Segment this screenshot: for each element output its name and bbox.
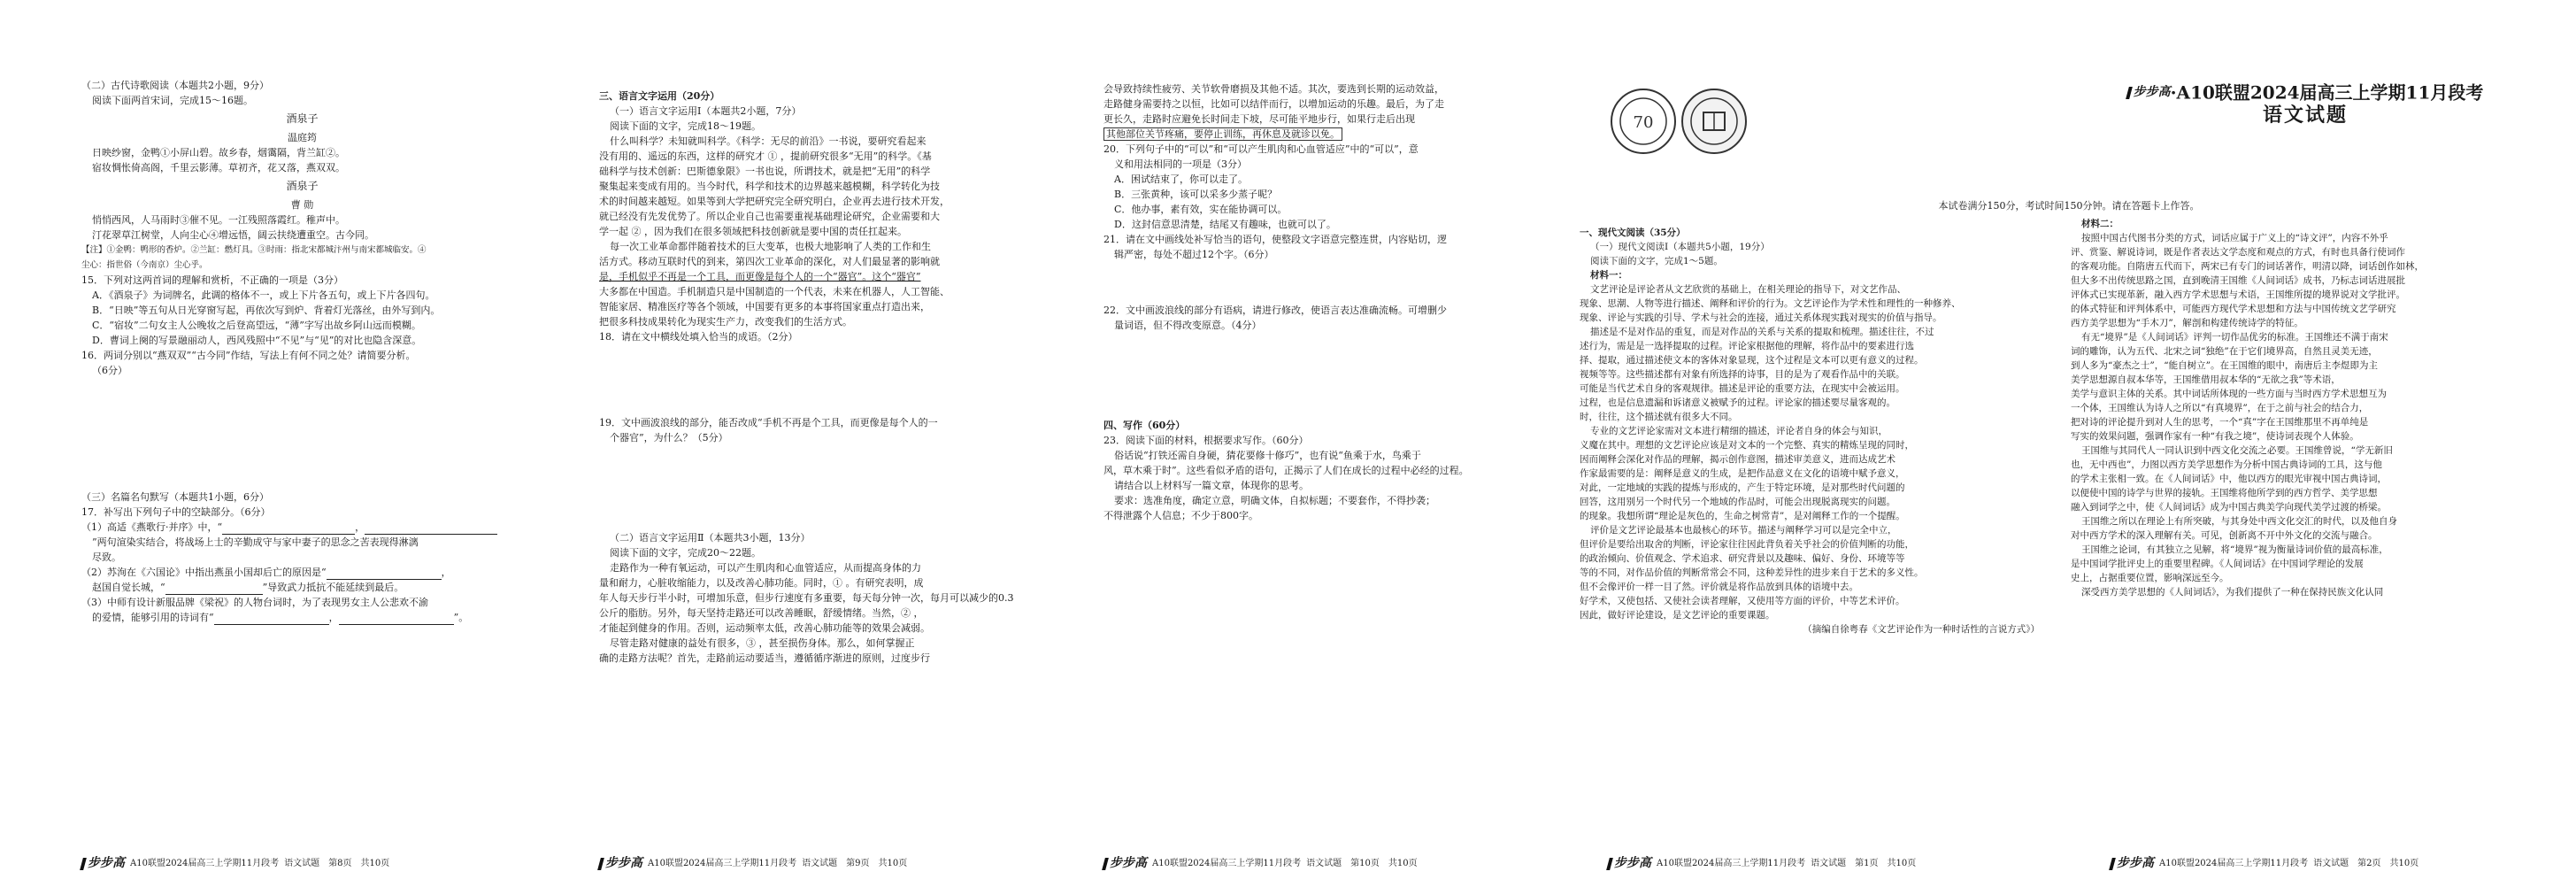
body-line: 美学与意识主体的关系。其中词话所体现的一些方面与当时西方学术思想互为 [2071,389,2387,399]
column-left [1580,226,2040,636]
footnote: 【注】①金鸭：鸭形的香炉。②兰缸：燃灯具。③时雨：指北宋都城汴州与南宋都城临安。④ [81,245,427,255]
seal-emblem-right [1681,89,1747,154]
answer-blank[interactable] [339,613,454,625]
section-heading: （一）语言文字运用Ⅰ（本题共2小题，7分） [610,105,802,117]
fill-text: 尽致。 [92,551,121,563]
answer-blank[interactable] [365,523,497,535]
body-line: 深受西方美学思想的《人间词话》，为我们提供了一种在保持民族文化认同 [2081,587,2384,598]
body-line: 时，往往，这个描述就有很多大不同。 [1580,412,1738,422]
body-line: 回答，这用别另一个时代另一个地域的作品时，可能会出现脱离现实的问题。 [1580,497,1895,507]
body-line: 的学术主张相一致。在《人间词话》中，他以西方的眼光审视中国古典诗词， [2071,474,2387,484]
body-line: 有无“境界”是《人间词话》评判一切作品优劣的标准。王国维还不满于南宋 [2081,332,2388,343]
material-line: 俗话说“打铁还需自身硬，猜花要修十修巧”，也有说“鱼乘于水，鸟乘于 [1114,450,1421,461]
footer-exam: A10联盟2024届高三上学期11月段考 [2159,859,2309,868]
seal-emblem-left [1611,89,1676,154]
column-right [2071,217,2549,599]
passage-line: 大多都在中国造。手机制造只是中国制造的一个代表，未来在机器人，人工智能、 [599,286,950,297]
passage-line: 每一次工业革命都伴随着技术的巨大变革，也极大地影响了人类的工作和生 [610,241,931,252]
page-number: 语文试题 第2页 共10页 [2313,859,2419,868]
instruction: 阅读下面的文字，完成20～22题。 [610,547,761,559]
body-line: 的政治倾向、价值观念、学术追求、研究背景以及趣味、偏好、身份、环境等等 [1580,553,1905,564]
poem-line: 宿妆惆怅倚高阁，千里云影薄。草初齐，花又落，燕双双。 [92,162,345,174]
body-line: 述行为，需是是一选择提取的过程。评论家根据他的理解，将作品中的要素进行选 [1580,341,1914,351]
body-line: 好学术，又使包括、又使社会读者理解，又使用等方面的评价，中等艺术评价。 [1580,596,1905,606]
question-23: 23．阅读下面的材料，根据要求写作。（60分） [1103,435,1309,446]
body-line: 也，无中西也”，力图以西方美学思想作为分析中国古典诗词的工具，这与他 [2071,459,2382,470]
body-line: 词的雕饰，认为五代、北宋之词“独绝”在于它们境界高，自然且灵美无迹， [2071,346,2378,357]
poem-line: 悄悄西风，人马雨时③催不见。一江残照落霞红。稚声中。 [92,214,345,226]
fill-text: 的爱情，能够引用的诗词有“ [92,612,214,623]
body-line: 可能是当代艺术自身的客观规律。描述是评论的重要方法，在现实中会被运用。 [1580,383,1905,394]
body-line: 以便使中国的诗学与世界的接轨。王国维将他所学到的西方哲学、美学思想 [2071,488,2378,498]
brand-logo: 步步高 [1103,856,1147,871]
brand-logo: 步步高 [2111,856,2154,871]
question-20-cont: 义和用法相同的一项是（3分） [1114,158,1247,170]
passage-line: 没有用的、遥远的东西，这样的研究才 ① ，提前研究很多“无用”的科学。《基 [599,150,932,162]
body-line: 评体式已实现革新，融入西方学术思想与术语，王国维所提的境界说对文学批评。 [2071,289,2405,300]
body-line: 王国维与其同代人一同认识到中西文化交流之必要。王国维曾说，“学无新旧 [2081,445,2393,456]
instruction: 阅读下面的文字，完成1～5题。 [1590,256,1723,266]
option: D．曹词上阕的写景融丽动人，西风残照中“不见”与“见”的对比也隐含深意。 [92,335,422,346]
body-line: 写实的效果问题，强调作家有一种“有我之境”，使诗词表现个人体验。 [2071,431,2359,442]
source-citation: （摘编自徐粤春《文艺评论作为一种时话性的言说方式》） [1803,624,2040,635]
exam-subject-title: 语文试题 [2262,103,2348,127]
answer-blank[interactable] [327,568,442,580]
page-footer [599,856,1022,871]
material-label: 材料一： [1590,270,1627,281]
question-21-cont: 辑严密，每处不超过12个字。（6分） [1114,249,1274,260]
body-line: 因此，做好评论建设，是文艺评论的重要课题。 [1580,610,1775,621]
poem-title: 酒泉子 [286,180,319,192]
material-line: 不得泄露个人信息；不少于800字。 [1103,510,1258,521]
body-line: 但不会像评价一样一目了然。评价就是将作品放到具体的语境中去。 [1580,582,1858,592]
passage-line: 聚集起来变成有用的。当今时代，科学和技术的边界越来越模糊，科学转化为技 [599,181,940,192]
answer-blank[interactable] [165,583,263,595]
passage-line: 更长久，走路时应避免长时间走下坡，尽可能平地步行，如果行走后出现 [1103,113,1415,125]
brand-logo: 步步高 [2127,85,2171,100]
passage-line: 年人每天步行半小时，可增加乐意，但步行速度有多重要，每天每分钟一次，每月可以减少的0.3 [599,592,1014,604]
fill-text: ”。 [453,612,469,623]
material-label: 材料二： [2081,219,2118,229]
question-21: 21．请在文中画线处补写恰当的语句，使整段文字语意完整连贯，内容贴切，逻 [1103,234,1447,245]
seal-emblem-left-icon [1617,95,1670,148]
passage-line: 走路作为一种有氧运动，可以产生肌肉和心血管适应，从而提高身体的力 [610,562,921,574]
question-22: 22．文中画波浪线的部分有语病，请进行修改，使语言表达准确流畅。可增删少 [1103,305,1447,316]
body-line: 一个体，王国维认为诗人之所以“有真境界”，在于之前与社会的结合力， [2071,403,2369,413]
passage-line: 础科学与技术创新：巴斯德象限》一书也说，所谓技术，就是把“无用”的科学 [599,166,931,177]
question-19-cont: 个器官”，为什么？（5分） [610,432,728,444]
passage-line: 会导致持续性疲劳、关节软骨磨损及其他不适。其次，要选到长期的运动效益， [1103,83,1444,95]
page-footer [1103,856,1526,871]
footer-exam: A10联盟2024届高三上学期11月段考 [648,859,797,868]
passage-line: 尽管走路对健康的益处有很多，③ ，甚至损伤身体。那么，如何掌握正 [610,637,915,649]
passage-line-wavy: 是，手机似乎不再是一个工具，而更像是每个人的一个“器官”。这个“器官” [599,271,921,282]
section-heading: 三、语言文字运用（20分） [599,90,720,102]
question-17: 17．补写出下列句子中的空缺部分。（6分） [81,506,271,518]
material-line: 请结合以上材料写一篇文章，体现你的思考。 [1114,480,1309,491]
poem-author: 曹 勋 [290,199,314,211]
footer-exam: A10联盟2024届高三上学期11月段考 [1657,859,1806,868]
option: B．三张黄种，该可以采多少蒸子呢？ [1114,189,1278,200]
instruction: 阅读下面两首宋词，完成15～16题。 [92,95,253,106]
brand-logo: 步步高 [599,856,642,871]
footer-exam: A10联盟2024届高三上学期11月段考 [1152,859,1302,868]
material-line: 要求：选准角度，确定立意，明确文体，自拟标题；不要套作，不得抄袭； [1114,495,1435,506]
poem-title: 酒泉子 [286,112,319,125]
body-line: 等的不同，对作品价值的判断常常会不同，这种差异性的进步来自于艺术的多义性。 [1580,567,1924,578]
answer-blank[interactable] [222,523,355,535]
body-line: 王国维之论词，有其独立之见解，将“境界”视为衡量诗词价值的最高标准， [2081,544,2388,555]
passage-line: 确的走路方法呢？首先，走路前运动要适当，遵循循序渐进的原则，过度步行 [599,652,930,664]
body-line: 对中西方学术的深入理解有关。可见，创新离不开中外文化的交流与融合。 [2071,530,2378,541]
page-number: 语文试题 第9页 共10页 [802,859,908,868]
body-line: 是中国词学批评史上的重要里程碑。《人间词话》在中国词学理论的发展 [2071,559,2364,569]
body-line: 专业的文艺评论家需对文本进行精细的描述，评论者自身的体会与知识， [1590,426,1888,436]
option: A．《酒泉子》为词牌名，此调的格体不一，或上下片各五句，或上下片各四句。 [92,289,435,301]
body-line: 融入到词学之中，使《人间词话》成为中国古典美学向现代美学过渡的桥梁。 [2071,502,2387,513]
exam-header [2071,81,2540,127]
section-heading: 一、现代文阅读（35分） [1580,228,1686,238]
instruction: 阅读下面的文字，完成18～19题。 [610,120,761,132]
page-number: 语文试题 第1页 共10页 [1811,859,1917,868]
passage-line: 走路健身需要持之以恒，比如可以结伴而行，以增加运动的乐趣。最后，为了走 [1103,98,1444,110]
question-20: 20．下列句子中的“可以”和“可以产生肌肉和心血管适应”中的“可以”，意 [1103,143,1419,155]
body-line: 但评价是要给出取舍的判断，评论家往往因此背负着关乎社会的价值判断的功能， [1580,539,1914,550]
section-heading: （三）名篇名句默写（本题共1小题，6分） [81,491,269,503]
poem-line: 日映纱窗，金鸭①小屏山碧。故乡春，烟霭隔，背兰缸②。 [92,147,345,158]
section-heading: （一）现代文阅读Ⅰ（本题共5小题，19分） [1590,242,1770,252]
poem-line: 汀花翠草江树堂，人向尘心④增远悟，阔云扶绕遭重空。古今同。 [92,229,374,241]
section-heading: （二）语言文字运用Ⅱ（本题共3小题，13分） [610,532,811,544]
page-9 [553,0,1049,887]
fill-text: ”导致武力抵抗不能延续到最后。 [262,582,404,593]
passage-line: 什么叫科学？未知就叫科学。《科学：无尽的前沿》一书说，要研究看起来 [610,135,927,147]
seal-emblem-right-icon [1688,95,1741,148]
body-line: 因而阐释会深化对作品的理解，揭示创作意图，描述审美意义，进而达成艺术 [1580,454,1895,465]
passage-line: 公斤的脂肪。另外，每天坚持走路还可以改善睡眠，舒缓情绪。当然，② ， [599,607,924,619]
body-line: 对此，一定地域的实践的提炼与形成的，产生于特定环境，是对那些时代问题的 [1580,482,1905,493]
page-footer [81,856,518,871]
body-line: 作家最需要的是：阐释是意义的生成，是把作品意义在文化的语境中赋予意义， [1580,468,1905,479]
body-line: 史上，占据重要位置，影响深远至今。 [2071,573,2229,583]
fill-text: （2）苏洵在《六国论》中指出燕虽小国却后亡的原因是“ [81,567,327,578]
body-line: 的现象。我想所谓“理论是灰色的，生命之树常青”，是对阐释工作的一个提醒。 [1580,511,1905,521]
page-10 [1057,0,1553,887]
page-8: （二）古代诗歌阅读（本题共2小题，9分） 阅读下面两首宋词，完成15～16题。 酒泉子 温庭筠 日映纱窗，金鸭①小屏山碧。故乡春，烟霭隔，背兰缸②。 宿妆惆怅倚高阁，千里云影薄。草初齐，花又落，燕双双。 酒泉子 曹 勋 悄悄西风，人马雨时③催不见。一江残照落霞红。稚声中。 汀花翠草江树堂，人向尘心④增远悟，阔云扶绕遭重空。古今同。 【注】①金鸭：鸭形的香炉。②兰缸：燃灯具。③时雨：指北宋都城汴州与南宋都城临安。④ 尘心：指世俗（今南京）尘心乎。 15．下列对这两首词的理解和赏析，不正确的一项是（3分） A．《酒泉子》为词牌名，此调的格体不一，或上下片各五句，或上下片各四句。 B．“日映”等五句从日光穿窗写起，再依次写到炉、背着灯光落丝，由外写到内。 C．“宿妆”二句女主人公晚妆之后登高望远，“薄”字写出故乡阿山远而模糊。 D．曹词上阕的写景融丽动人，西风残照中“不见”与“见”的对比也隐含深意。 16．两词分别以“燕双双”“古今同”作结，写法上有何不同之处？请简要分析。 （6分） （三）名篇名句默写（本题共1小题，6分） 17．补写出下列句子中的空缺部分。（6分） （1）高适《燕歌行·并序》中，“ ， ”两句渲染实结合，将战场上士的辛勤成守与家中妻子的思念之苦表现得淋漓 尽致。 （2）苏洵在《六国论》中指出燕虽小国却后亡的原因是“ ， 赵国自觉长城，“ ”导致武力抵抗不能延续到最后。 （3）中师有设计新服品牌《梁祝》的人物台词时，为了表现男女主人公悲欢不渝 的爱情，能够引用的诗词有“ ， ”。 步步高 A10联盟2024届高三上学期11月段考 语文试题 第8页 共10页 [35,0,544,887]
passage-line: 术的时间越来越短。如果等到大学把研究完全研究明白，企业再去进行技术开发， [599,196,950,207]
body-line: 评价是文艺评论最基本也最核心的环节。描述与阐释学习可以是完全中立， [1590,525,1897,536]
body-line: 现象、评论与实践的引导、学术与社会的连接，通过关系体现实践对现实的价值与指导。 [1580,312,1942,323]
question-15: 15．下列对这两首词的理解和赏析，不正确的一项是（3分） [81,274,343,286]
material-line: 风，草木乘于时”。这些看似矛盾的语句，正揭示了人们在成长的过程中必经的过程。 [1103,465,1469,476]
exam-instructions: 本试卷满分150分，考试时间150分钟。请在答题卡上作答。 [1938,200,2200,212]
brand-logo: 步步高 [1608,856,1651,871]
passage-line: 才能起到健身的作用。否则，运动频率太低，改善心肺功能等的效果会减弱。 [599,622,930,634]
fill-text: （1）高适《燕歌行·并序》中，“ [81,521,223,533]
fill-text: （3）中师有设计新服品牌《梁祝》的人物台词时，为了表现男女主人公悲欢不渝 [81,597,428,608]
footnote: 尘心：指世俗（今南京）尘心乎。 [81,260,208,270]
option: D．这封信意思清楚，结尾又有趣味，也就可以了。 [1114,219,1336,230]
body-line: 西方美学思想为“手木刀”，解剖和构建传统诗学的特征。 [2071,318,2303,328]
svg-text:70: 70 [1633,113,1654,132]
body-line: 过程，也是信息遗漏和诉诸意义被赋予的过程。评论家的描述要尽量客观的。 [1580,397,1895,408]
option: C．“宿妆”二句女主人公晚妆之后登高望远，“薄”字写出故乡阿山远而模糊。 [92,320,421,331]
body-line: 文艺评论是评论者从文艺欣赏的基础上，在相关理论的指导下，对文艺作品、 [1590,284,1906,295]
body-line: 视频等等。这些描述都有对象有所选择的诗事，目的是为了观看作品中的关联。 [1580,369,1905,380]
exam-title-line: 步步高 ·A10联盟2024届高三上学期11月段考 [2071,85,2540,101]
body-line: 评、赏鉴、解说诗词，既是作者表达文学态度和观点的方式，有时也具备行使词作 [2071,247,2405,258]
question-score: （6分） [92,365,127,376]
section-heading: （二）古代诗歌阅读（本题共2小题，9分） [81,80,269,91]
page-number: 语文试题 第10页 共10页 [1306,859,1418,868]
section-heading: 四、写作（60分） [1103,420,1186,431]
page-footer [1608,856,1916,871]
passage-line: 把很多科技成果转化为现实生产力，改变我们的生活方式。 [599,316,852,328]
body-line: 的客观功能。自隋唐五代而下，两宋已有专门的词话著作，明清以降，词话创作如林， [2071,261,2424,272]
passage-line: 活方式。移动互联时代的到来，第四次工业革命的深化，对人们最显著的影响就 [599,256,940,267]
passage-line: 量和耐力，心脏收缩能力，以及改善心肺功能。同时，① 。有研究表明，成 [599,577,924,589]
body-line: 择、提取，通过描述使文本的客体对象显现，这个过程是文本可以更有意义的过程。 [1580,355,1924,366]
fill-text: ， [441,567,451,578]
passage-line: 学一起 ② ，因为我们在很多领域把科技创新就是要中国的责任扛起来。 [599,226,907,237]
fill-text: 赵国自觉长城，“ [92,582,165,593]
poem-author: 温庭筠 [288,132,317,143]
page-number: 语文试题 第8页 共10页 [284,859,390,868]
page-1 [1562,0,2576,887]
passage-line: 智能家居、精准医疗等各个领域，中国要有更多的本事将国家重点打造出来， [599,301,930,312]
option: A．困试结束了，你可以走了。 [1114,174,1248,185]
passage-line: 就已经没有先发优势了。所以企业自己也需要重视基础理论研究，企业需要和大 [599,211,940,222]
body-line: 把对诗的评论提升到对人生的思考，一个“真”字在王国维那里不再单纯是 [2071,417,2369,428]
body-line: 的体式特征和评判体系中，可能西方现代学术思想和方法与中国传统文艺学研究 [2071,304,2396,314]
page-footer [2111,856,2418,871]
question-16: 16．两词分别以“燕双双”“古今同”作结，写法上有何不同之处？请简要分析。 [81,350,416,361]
brand-logo: 步步高 [81,856,125,871]
option: B．“日映”等五句从日光穿窗写起，再依次写到炉、背着灯光落丝，由外写到内。 [92,305,441,316]
fill-text: ”两句渲染实结合，将战场上士的辛勤成守与家中妻子的思念之苦表现得淋漓 [92,536,419,548]
body-line: 描述是不是对作品的重复，而是对作品的关系与关系的提取和梳理。描述往往，不过 [1590,327,1934,337]
body-line: 按照中国古代图书分类的方式，词话应属于广义上的“诗文评”，内容不外乎 [2081,233,2388,243]
body-line: 义魔在其中。理想的文艺评论应该是对文本的一个完整、真实的精炼呈现的同时， [1580,440,1914,451]
footer-exam: A10联盟2024届高三上学期11月段考 [130,859,280,868]
body-line: 但大多不出传统思路之国，直到晚清王国维《人间词话》成书，乃标志词话进展批 [2071,275,2405,286]
question-22-cont: 量词语，但不得改变原意。（4分） [1114,320,1262,331]
body-line: 王国维之所以在理论上有所突破，与其身处中西文化交汇的时代，以及他自身 [2081,516,2397,527]
body-line: 到人多为“豪杰之士”，“能自树立”。在王国维的眼中，南唐后主李煜即为主 [2071,360,2378,371]
passage-line-wavy: 其他部位关节疼痛，要停止训练，再休息及就诊以免。 [1103,127,1532,142]
question-19: 19．文中画波浪线的部分，能否改成“手机不再是个工具，而更像是每个人的一 [599,417,938,428]
body-line: 现象、思潮、人物等进行描述、阐释和评价的行为。文艺评论作为学术性和理性的一种修养、 [1580,298,1961,309]
question-18: 18．请在文中横线处填入恰当的成语。（2分） [599,331,798,343]
body-line: 美学思想源自叔本华等，王国维借用叔本华的“无欲之我”等术语， [2071,374,2341,385]
answer-blank[interactable] [214,613,329,625]
option: C．他办事，素有效，实在能协调可以。 [1114,204,1288,215]
